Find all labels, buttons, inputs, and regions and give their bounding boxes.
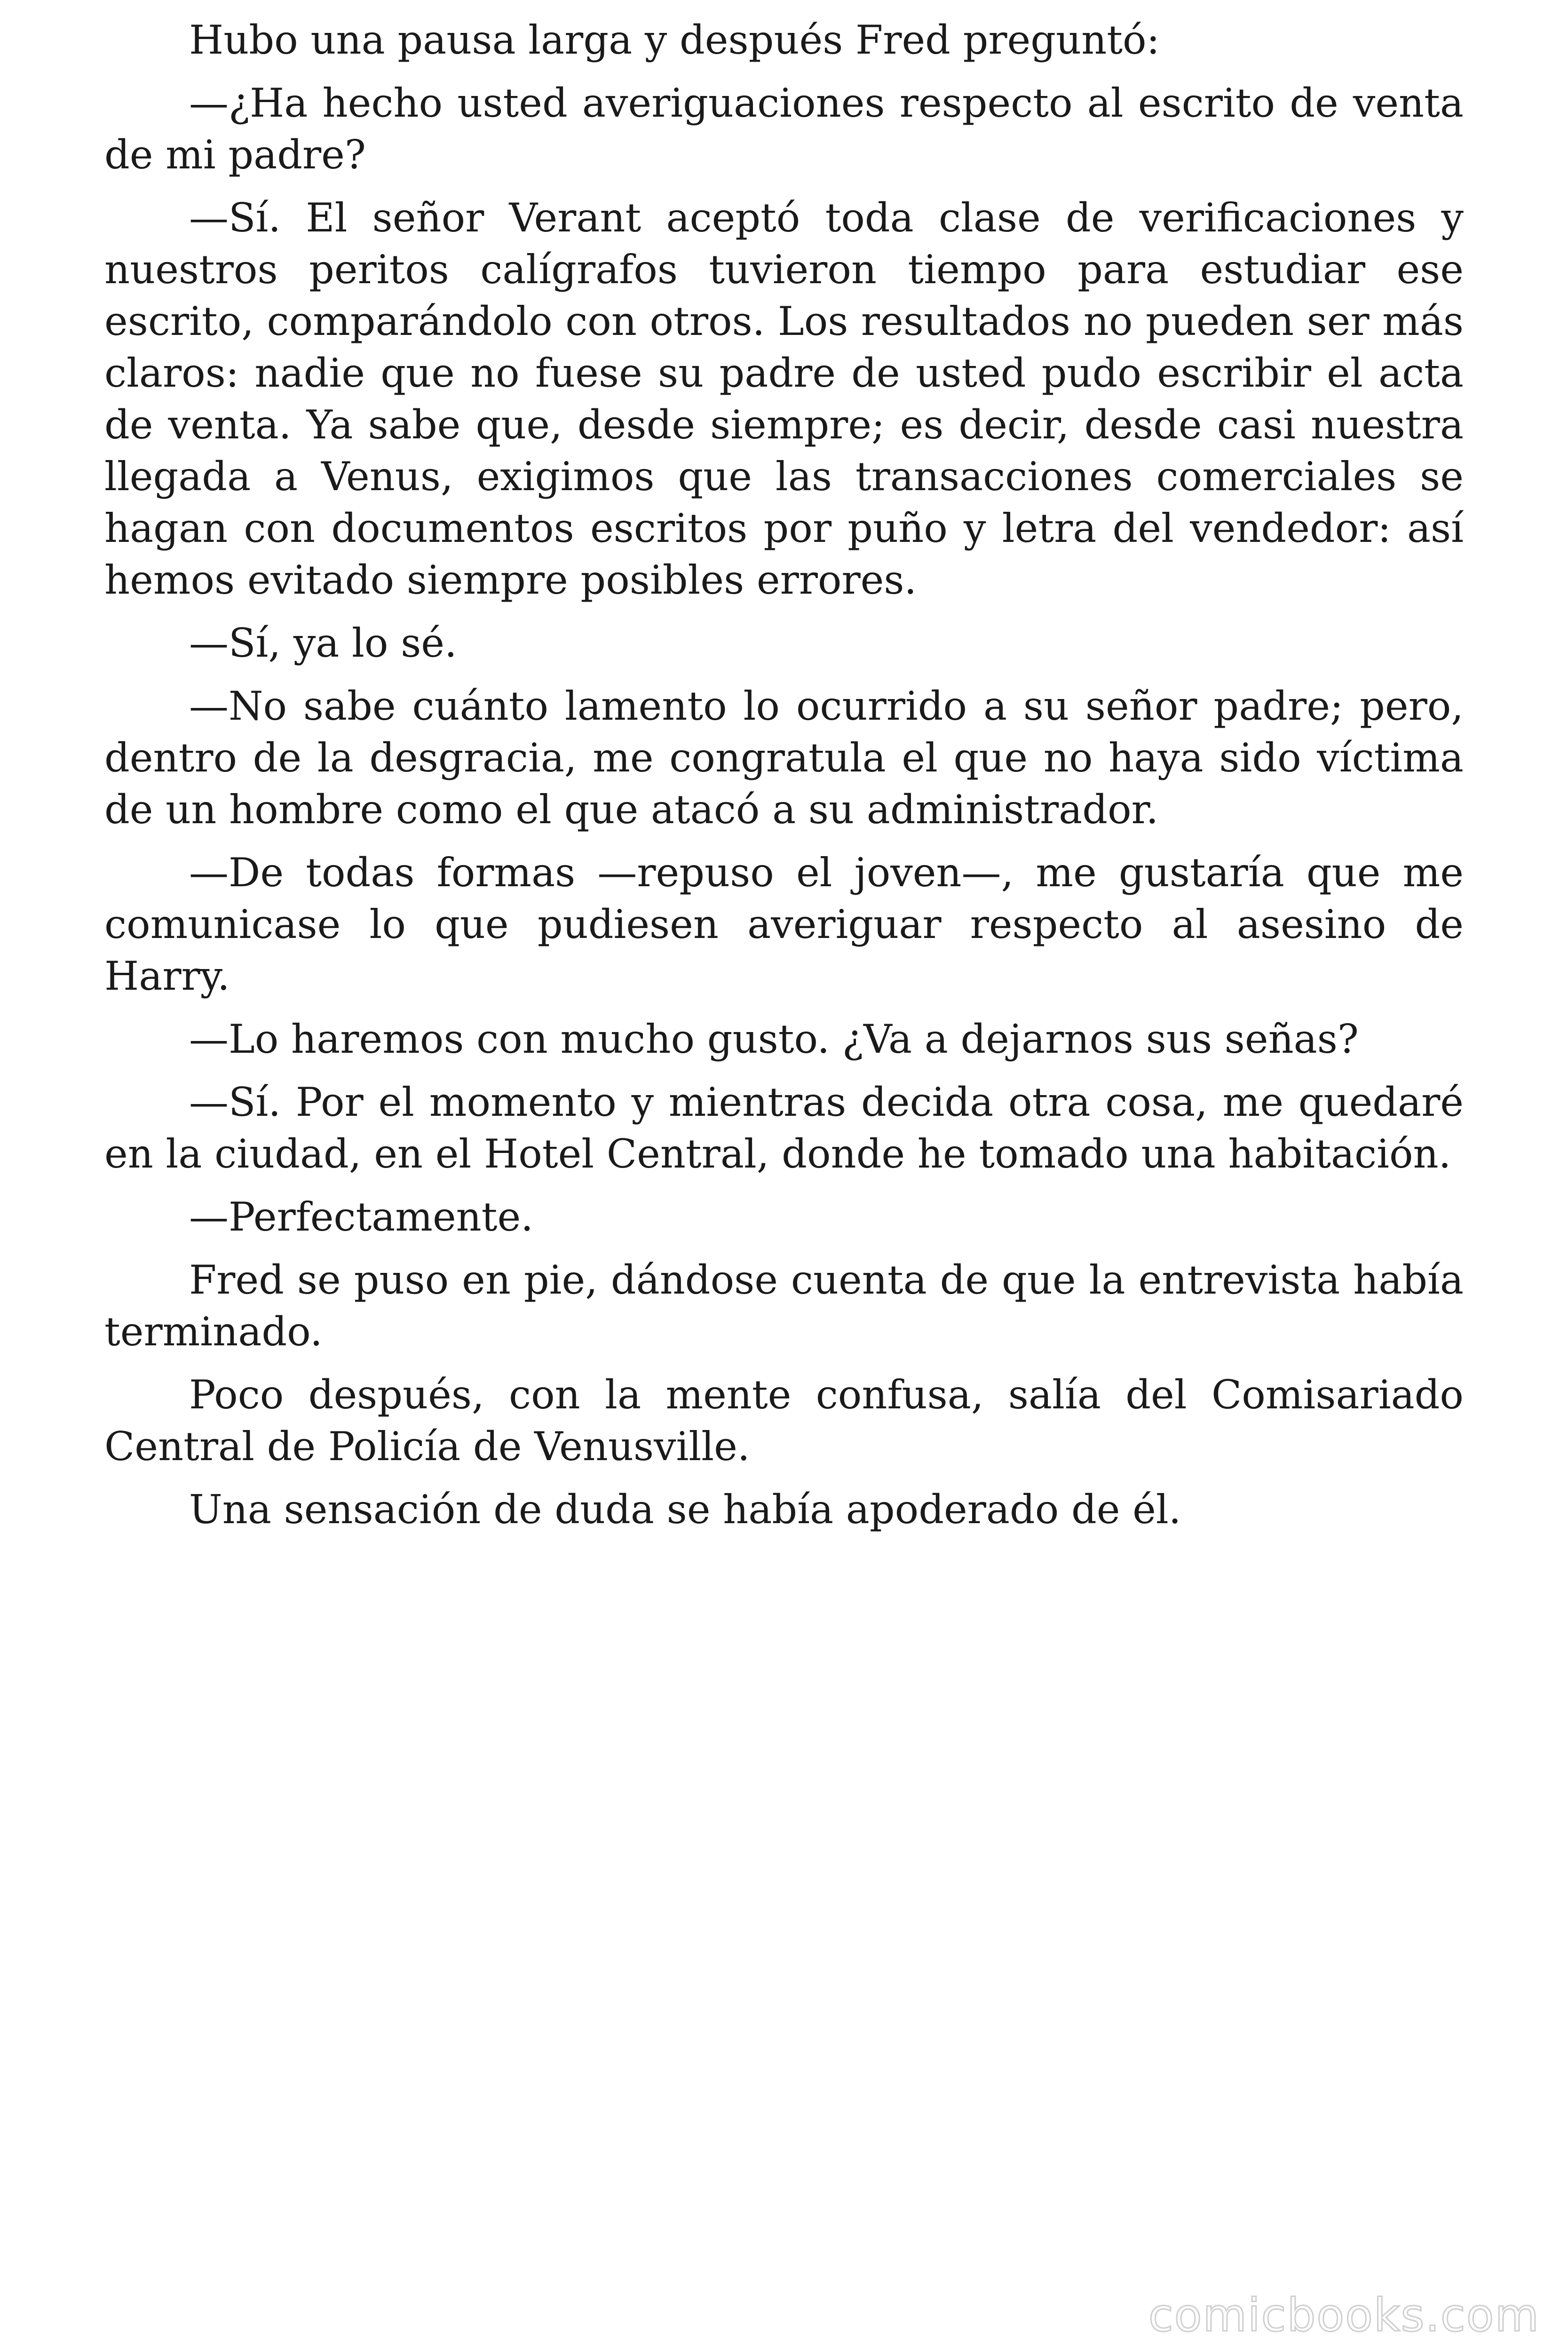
paragraph: —No sabe cuánto lamento lo ocurrido a su señor padre; pero, dentro de la desgracia, me congratula el que no haya sido víctima de un hombre como el que atacó a su administrador. — [104, 683, 1464, 833]
paragraph: —Lo haremos con mucho gusto. ¿Va a dejarnos sus señas? — [189, 1016, 1359, 1062]
paragraph: —De todas formas —repuso el joven—, me gustaría que me comunicase lo que pudiesen averiguar respecto al asesino de Harry. — [104, 850, 1464, 999]
paragraph: —Sí. Por el momento y mientras decida otra cosa, me quedaré en la ciudad, en el Hotel Central, donde he tomado una habitación. — [104, 1079, 1464, 1177]
paragraph: —Perfectamente. — [189, 1194, 533, 1240]
watermark-logo: comicbooks.com — [1148, 2289, 1540, 2342]
paragraph: —Sí, ya lo sé. — [189, 620, 457, 666]
paragraph: Fred se puso en pie, dándose cuenta de que la entrevista había terminado. — [104, 1257, 1464, 1355]
body-text — [104, 14, 1464, 1547]
paragraph: —Sí. El señor Verant aceptó toda clase de verificaciones y nuestros peritos calígrafos tuvieron tiempo para estudiar ese escrito, comparándolo con otros. Los resultados no pueden ser más claros: nadie que no fuese su padre de usted pudo escribir el acta de venta. Ya sabe que, desde siempre; es decir, desde casi nuestra llegada a Venus, exigimos que las transacciones comerciales se hagan con documentos escritos por puño y letra del vendedor: así hemos evitado siempre posibles errores. — [104, 195, 1464, 603]
paragraph: —¿Ha hecho usted averiguaciones respecto al escrito de venta de mi padre? — [104, 80, 1464, 178]
paragraph: Una sensación de duda se había apoderado de él. — [189, 1486, 1181, 1533]
paragraph: Poco después, con la mente confusa, salía del Comisariado Central de Policía de Venusville. — [104, 1372, 1464, 1470]
paragraph: Hubo una pausa larga y después Fred preguntó: — [189, 17, 1160, 63]
